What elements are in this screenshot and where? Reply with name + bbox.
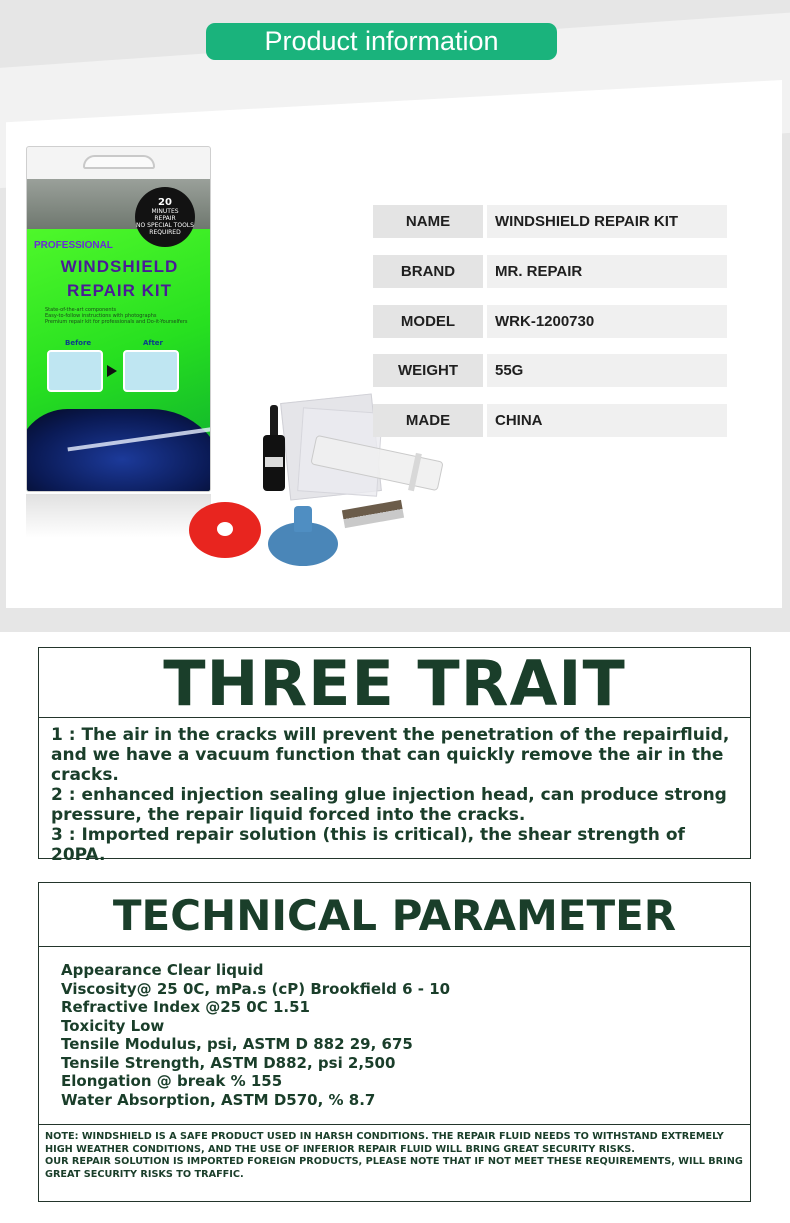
fine-print-line: State-of-the-art components: [45, 307, 117, 313]
adhesive-disc-image: [189, 502, 261, 558]
parameter-item: Toxicity Low: [61, 1016, 165, 1035]
fine-print-line: Premium repair kit for professionals and Do-it-Yourselfers: [45, 319, 188, 325]
package-title-line2: REPAIR KIT: [66, 281, 173, 300]
note-paragraph: OUR REPAIR SOLUTION IS IMPORTED FOREIGN PRODUCTS, PLEASE NOTE THAT IF NOT MEET THESE REQUIREMENTS, WILL BRING GREAT SECURITY RISKS TO TRAFFIC.: [45, 1156, 743, 1180]
parameter-item: Tensile Modulus, psi, ASTM D 882 29, 675: [61, 1035, 413, 1053]
spec-key: MODEL: [373, 305, 483, 338]
pedestal-stem: [294, 506, 312, 532]
disc-hole: [217, 522, 233, 536]
badge-number: 20: [158, 197, 172, 208]
hanger-tab: [83, 155, 155, 169]
after-label: After: [143, 339, 164, 347]
before-label: Before: [65, 339, 92, 347]
package-title-line1: WINDSHIELD: [60, 257, 179, 276]
before-image: [47, 350, 103, 392]
spec-key: NAME: [373, 205, 483, 238]
parameter-item: Water Absorption, ASTM D570, % 8.7: [61, 1090, 376, 1109]
spec-value: 55G: [487, 354, 727, 387]
technical-parameter-box: [38, 882, 751, 1202]
package-fine-print: [45, 307, 205, 325]
parameter-item: Refractive Index @25 0C 1.51: [61, 998, 310, 1016]
trait-item: 3 : Imported repair solution (this is critical), the shear strength of 20PA.: [51, 825, 685, 865]
spec-row-model: [373, 305, 727, 338]
spec-key: BRAND: [373, 255, 483, 288]
product-package-image: [26, 146, 211, 492]
spec-value: MR. REPAIR: [487, 255, 727, 288]
badge-line: MINUTES: [151, 208, 179, 215]
spec-key: WEIGHT: [373, 354, 483, 387]
three-trait-heading: THREE TRAIT: [39, 648, 750, 718]
safety-note: [39, 1125, 750, 1181]
syringe-plunger: [408, 453, 422, 491]
fine-print-line: Easy-to-follow instructions with photographs: [45, 313, 157, 319]
technical-parameter-heading: TECHNICAL PARAMETER: [39, 883, 750, 947]
spec-key: MADE: [373, 404, 483, 437]
parameter-item: Tensile Strength, ASTM D882, psi 2,500: [61, 1053, 396, 1072]
spec-value: CHINA: [487, 404, 727, 437]
arrow-right-icon: [107, 365, 117, 377]
note-paragraph: NOTE: WINDSHIELD IS A SAFE PRODUCT USED IN HARSH CONDITIONS. THE REPAIR FLUID NEEDS TO WITHSTAND EXTREMELY HIGH WEATHER CONDITIONS, AND THE USE OF INFERIOR REPAIR FLUID WILL BRING GREAT SECURITY RISKS.: [45, 1131, 724, 1155]
suction-pedestal-image: [268, 522, 338, 566]
badge-line: REPAIR: [154, 215, 176, 222]
badge-line: REQUIRED: [149, 229, 181, 236]
resin-bottle-image: [263, 405, 285, 491]
package-tagline: PROFESSIONAL: [34, 240, 113, 251]
after-image: [123, 350, 179, 392]
car-image: [26, 409, 211, 492]
minutes-badge: [135, 187, 195, 247]
trait-item: 1 : The air in the cracks will prevent the penetration of the repairfluid, and we have a vacuum function that can quickly remove the air in the cracks.: [51, 725, 730, 785]
spec-value: WINDSHIELD REPAIR KIT: [487, 205, 727, 238]
parameter-item: Appearance Clear liquid: [61, 961, 264, 979]
bottle-label: [265, 457, 283, 467]
parameter-item: Elongation @ break % 155: [61, 1072, 283, 1090]
spec-row-brand: [373, 255, 727, 288]
three-trait-box: [38, 647, 751, 865]
trait-list: [39, 718, 750, 865]
spec-value: WRK-1200730: [487, 305, 727, 338]
spec-row-weight: [373, 354, 727, 387]
parameter-item: Viscosity@ 25 0C, mPa.s (cP) Brookfield 6 - 10: [61, 979, 451, 998]
bottle-cap: [270, 405, 278, 435]
parameter-list: [39, 947, 750, 1125]
spec-row-made: [373, 404, 727, 437]
spec-row-name: [373, 205, 727, 238]
package-reflection: [26, 494, 211, 538]
section-title: Product information: [206, 23, 557, 60]
trait-item: 2 : enhanced injection sealing glue injection head, can produce strong pressure, the repair liquid forced into the cracks.: [51, 785, 727, 825]
badge-line: NO SPECIAL TOOLS: [136, 222, 194, 229]
